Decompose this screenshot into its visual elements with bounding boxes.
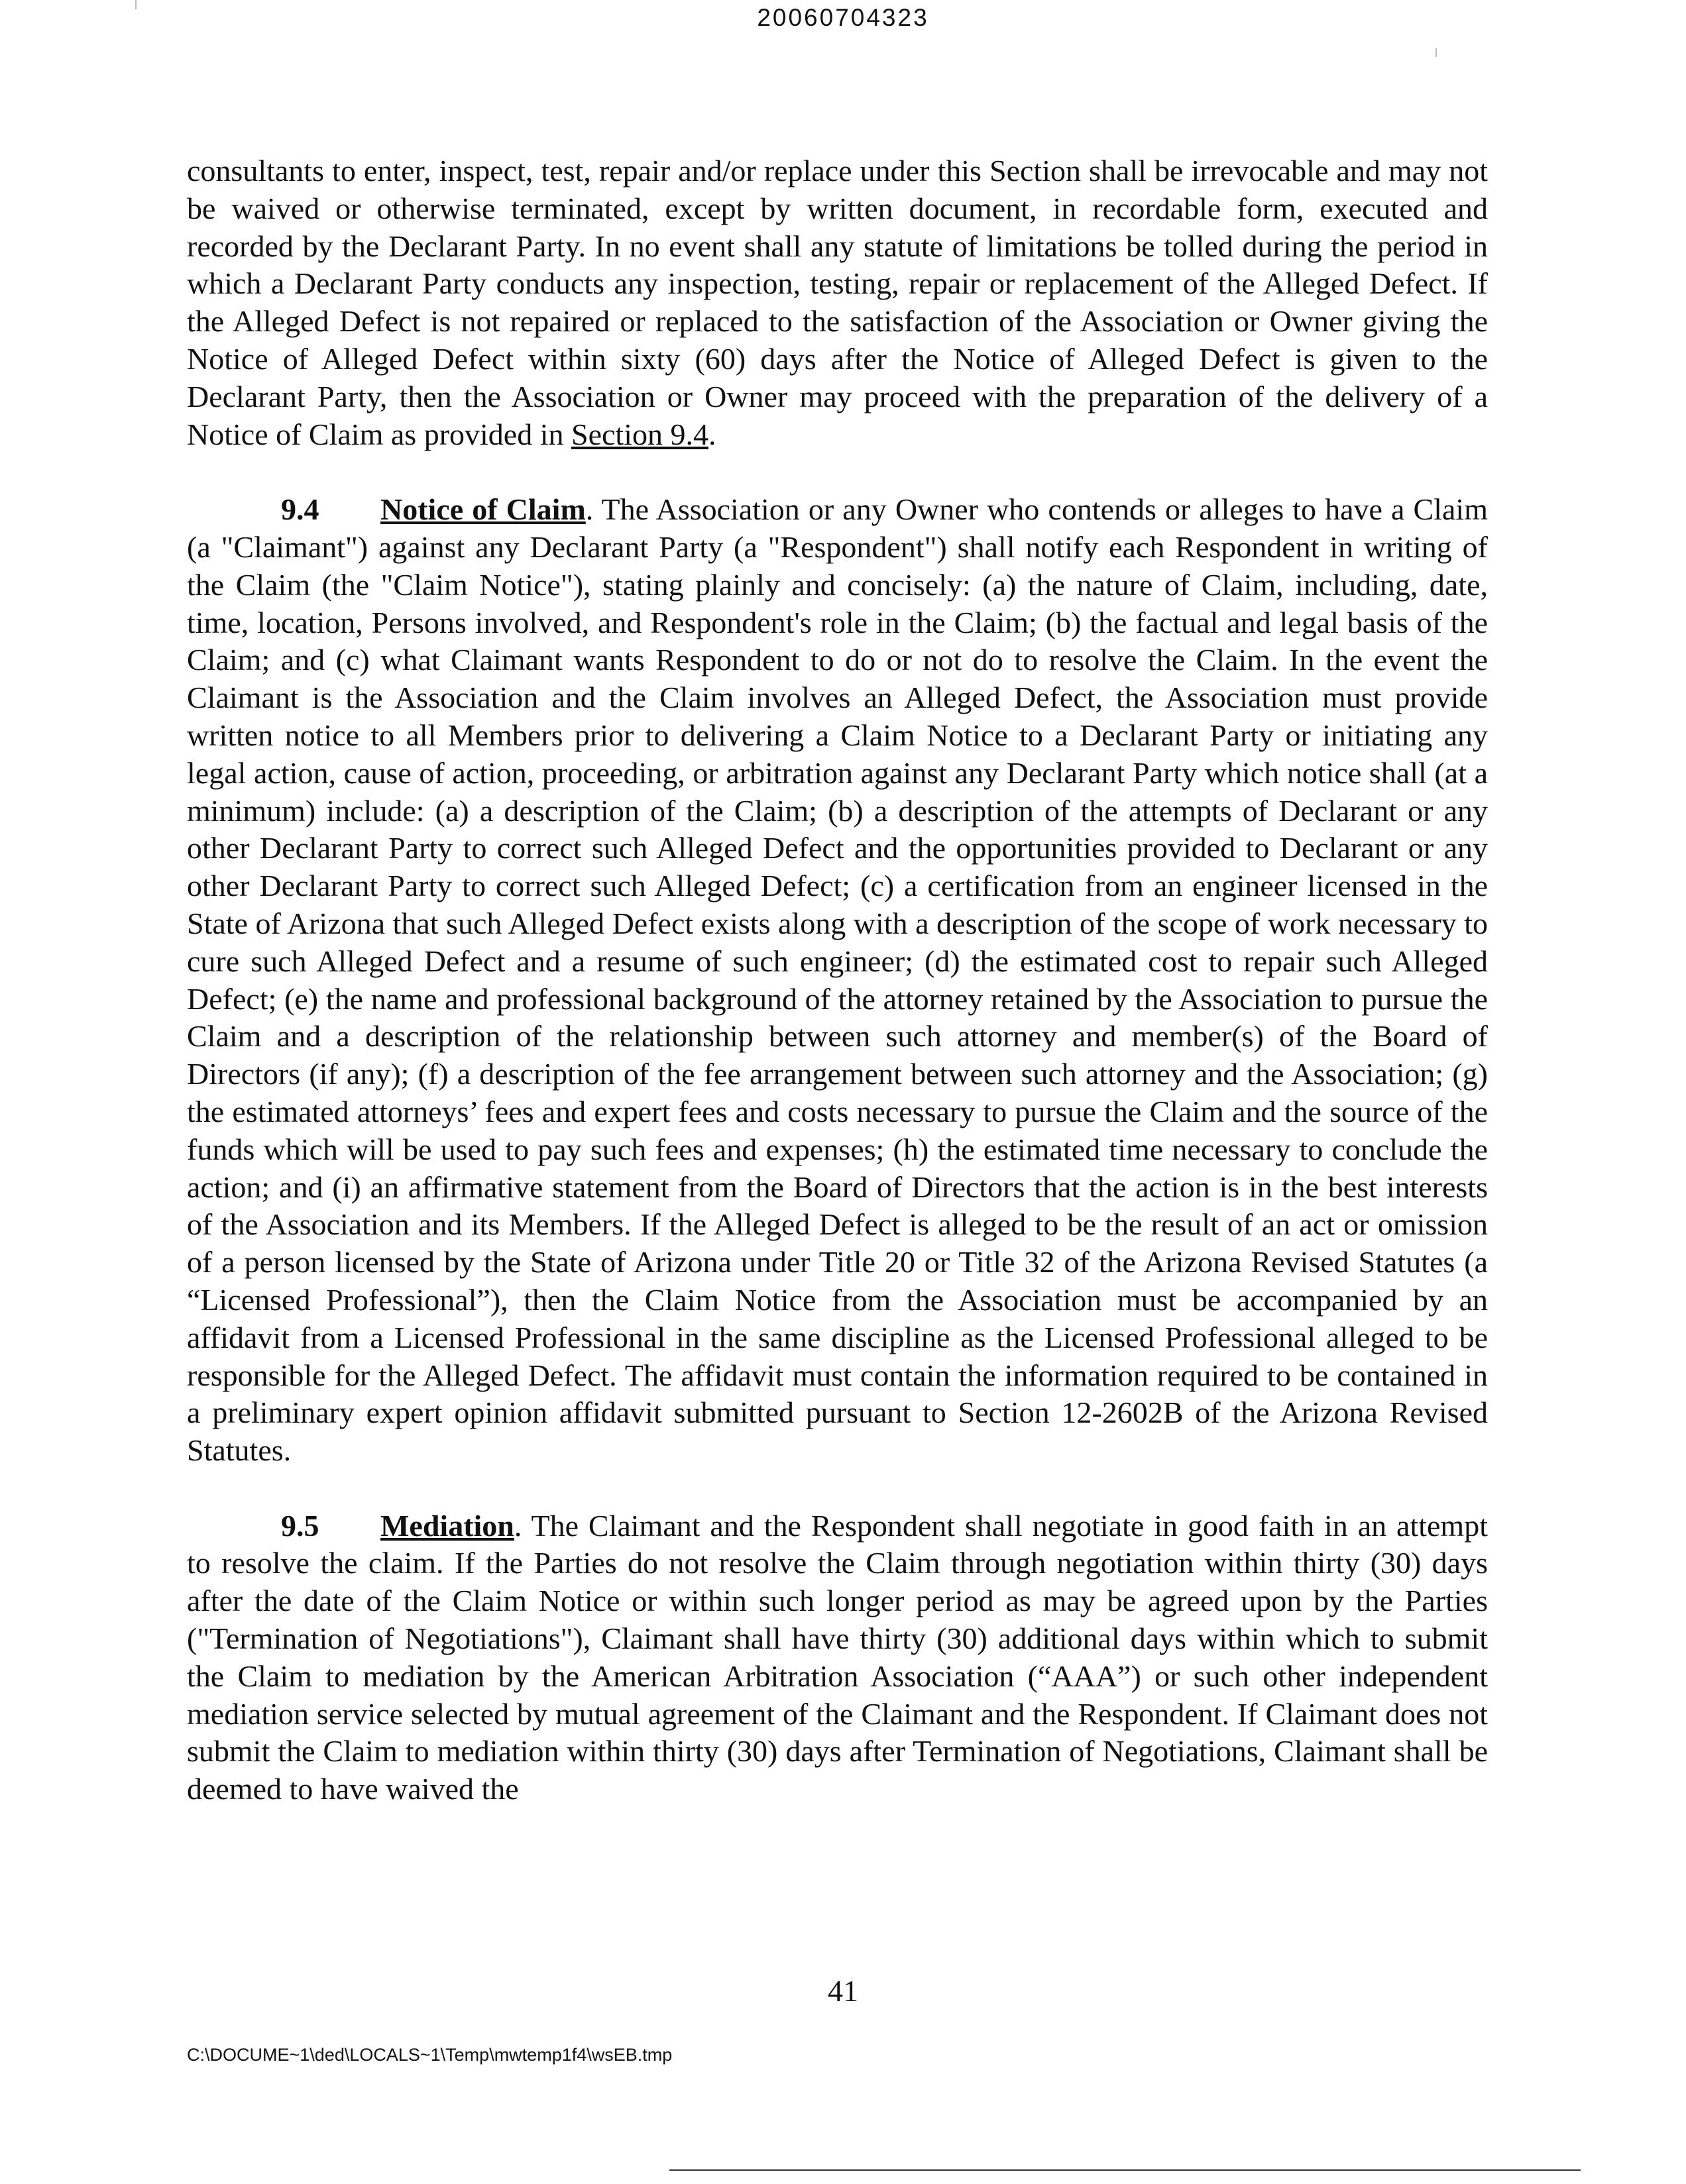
footer-rule (669, 2169, 1581, 2171)
section-title-end: . (514, 1508, 522, 1543)
section-9-5 (187, 1507, 1488, 1808)
section-title-end: . (585, 492, 594, 527)
section-reference: Section 9.4 (571, 417, 708, 451)
section-title: Notice of Claim (380, 492, 586, 527)
file-path-footer: C:\DOCUME~1\ded\LOCALS~1\Temp\mwtemp1f4\wsEB.tmp (187, 2045, 673, 2065)
section-number: 9.5 (281, 1508, 319, 1543)
continuation-text: consultants to enter, inspect, test, repair and/or replace under this Section shall be irrevocable and may not be waived or otherwise terminated, except by written document, in recordable form, executed and recorded by the Declarant Party. In no event shall any statute of limitations be tolled during the period in which a Declarant Party conducts any inspection, testing, repair or replacement of the Alleged Defect. If the Alleged Defect is not repaired or replaced to the satisfaction of the Association or Owner giving the Notice of Alleged Defect within sixty (60) days after the Notice of Alleged Defect is given to the Declarant Party, then the Association or Owner may proceed with the preparation of the delivery of a Notice of Claim as provided in (187, 154, 1488, 451)
continuation-end: . (708, 417, 716, 451)
continuation-paragraph (187, 152, 1488, 453)
section-text: The Claimant and the Respondent shall negotiate in good faith in an attempt to resolve the claim. If the Parties do not resolve the Claim through negotiation within thirty (30) days after the date of the Claim Notice or within such longer period as may be agreed upon by the Parties ("Termination of Negotiations"), Claimant shall have thirty (30) additional days within which to submit the Claim to mediation by the American Arbitration Association (“AAA”) or such other independent mediation service selected by mutual agreement of the Claimant and the Respondent. If Claimant does not submit the Claim to mediation within thirty (30) days after Termination of Negotiations, Claimant shall be deemed to have waived the (187, 1508, 1488, 1806)
page-number: 41 (828, 1974, 858, 2008)
section-number: 9.4 (281, 492, 319, 527)
section-title: Mediation (380, 1508, 514, 1543)
document-number: 20060704323 (757, 4, 929, 31)
section-text: The Association or any Owner who contends or alleges to have a Claim (a "Claimant") against any Declarant Party (a "Respondent") shall notify each Respondent in writing of the Claim (the "Claim Notice"), stating plainly and concisely: (a) the nature of Claim, including, date, time, location, Persons involved, and Respondent's role in the Claim; (b) the factual and legal basis of the Claim; and (c) what Claimant wants Respondent to do or not do to resolve the Claim. In the event the Claimant is the Association and the Claim involves an Alleged Defect, the Association must provide written notice to all Members prior to delivering a Claim Notice to a Declarant Party or initiating any legal action, cause of action, proceeding, or arbitration against any Declarant Party which notice shall (at a minimum) include: (a) a description of the Claim; (b) a description of the attempts of Declarant or any other Declarant Party to correct such Alleged Defect and the opportunities provided to Declarant or any other Declarant Party to correct such Alleged Defect; (c) a certification from an engineer licensed in the State of Arizona that such Alleged Defect exists along with a description of the scope of work necessary to cure such Alleged Defect and a resume of such engineer; (d) the estimated cost to repair such Alleged Defect; (e) the name and professional background of the attorney retained by the Association to pursue the Claim and a description of the relationship between such attorney and member(s) of the Board of Directors (if any); (f) a description of the fee arrangement between such attorney and the Association; (g) the estimated attorneys’ fees and expert fees and costs necessary to pursue the Claim and the source of the funds which will be used to pay such fees and expenses; (h) the estimated time necessary to conclude the action; and (i) an affirmative statement from the Board of Directors that the action is in the best interests of the Association and its Members. If the Alleged Defect is alleged to be the result of an act or omission of a person licensed by the State of Arizona under Title 20 or Title 32 of the Arizona Revised Statutes (a “Licensed Professional”), then the Claim Notice from the Association must be accompanied by an affidavit from a Licensed Professional in the same discipline as the Licensed Professional alleged to be responsible for the Alleged Defect. The affidavit must contain the information required to be contained in a preliminary expert opinion affidavit submitted pursuant to Section 12-2602B of the Arizona Revised Statutes. (187, 492, 1488, 1468)
scan-mark-right (1435, 48, 1437, 57)
document-body (187, 152, 1488, 1846)
section-9-4 (187, 491, 1488, 1470)
